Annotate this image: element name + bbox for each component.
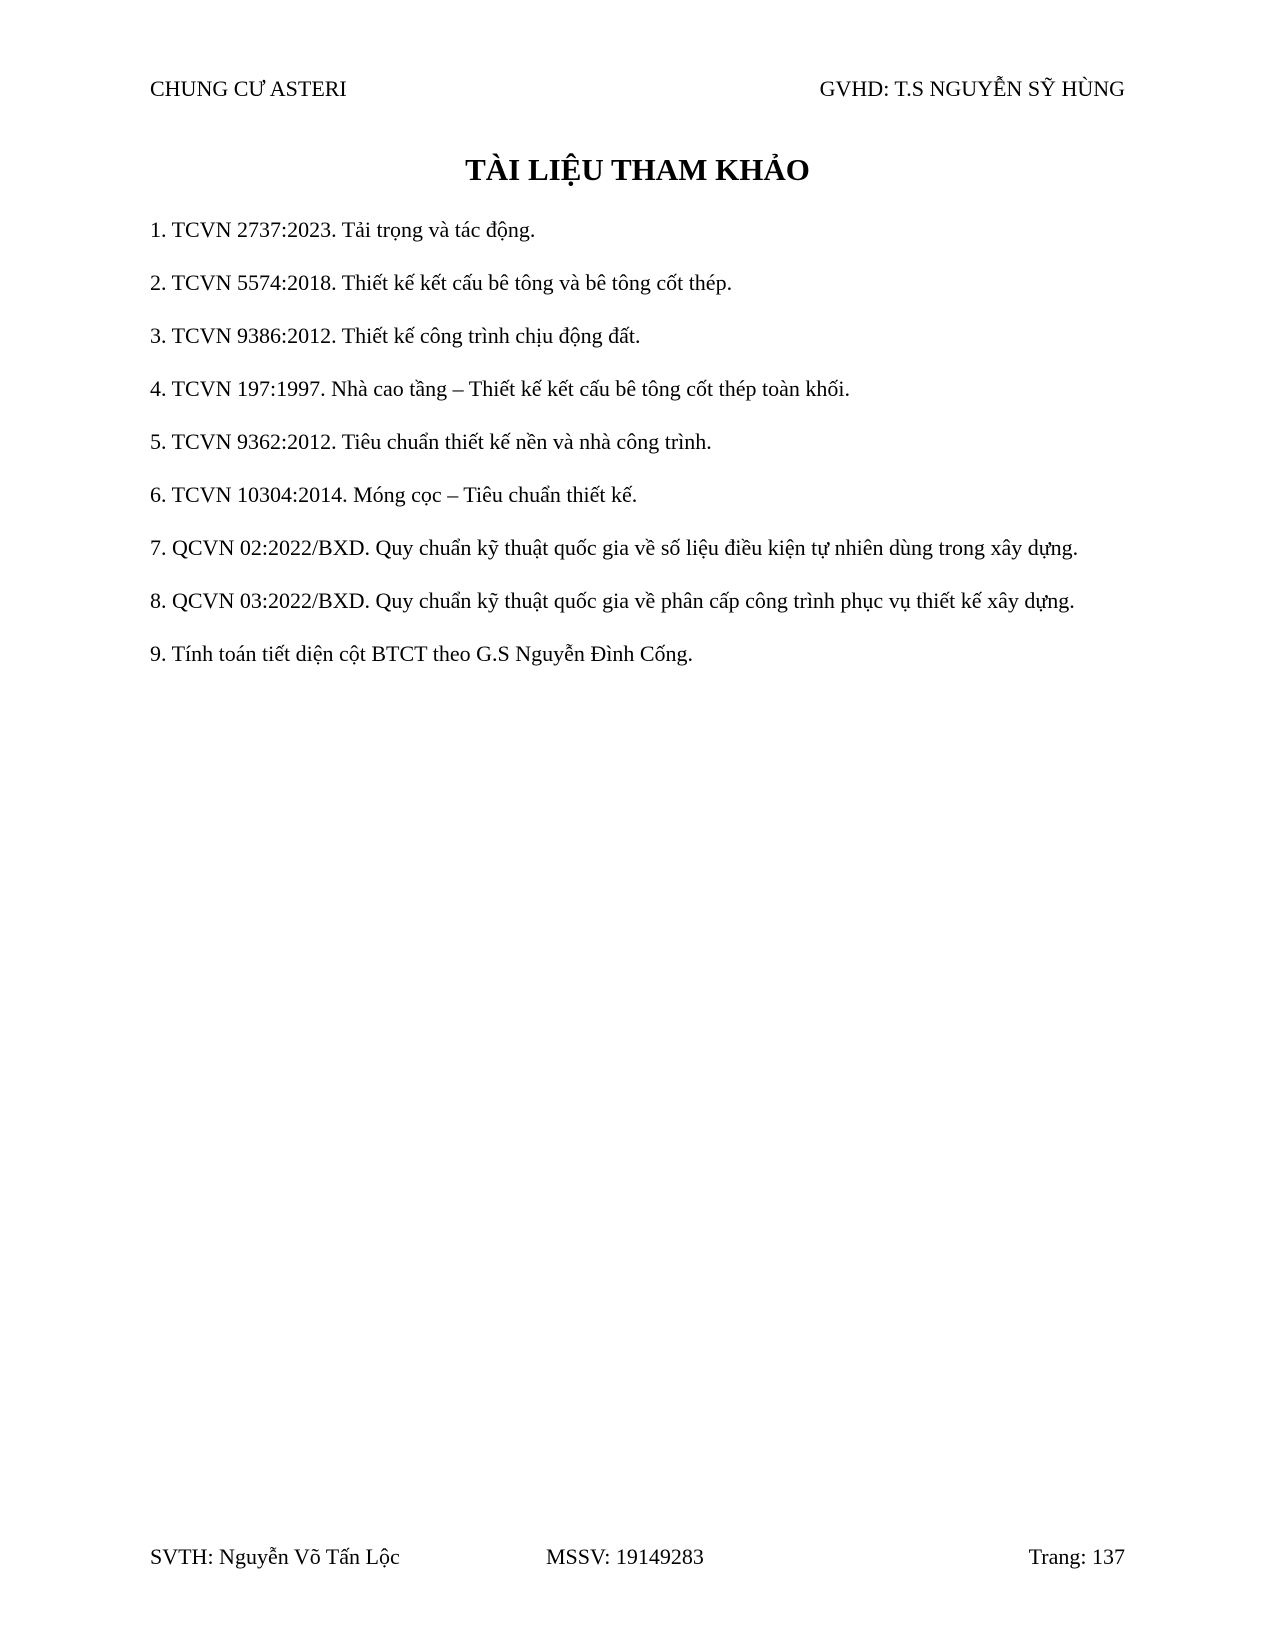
reference-item-6: 6. TCVN 10304:2014. Móng cọc – Tiêu chuẩn thiết kế. xyxy=(150,482,638,507)
header-advisor: GVHD: T.S NGUYỄN SỸ HÙNG xyxy=(819,76,1125,101)
reference-item-1: 1. TCVN 2737:2023. Tải trọng và tác động. xyxy=(150,217,536,242)
header-project-name: CHUNG CƯ ASTERI xyxy=(150,76,347,101)
reference-item-7: 7. QCVN 02:2022/BXD. Quy chuẩn kỹ thuật quốc gia về số liệu điều kiện tự nhiên dùng trong xây dựng. xyxy=(150,535,1079,560)
reference-item-2: 2. TCVN 5574:2018. Thiết kế kết cấu bê tông và bê tông cốt thép. xyxy=(150,270,733,295)
reference-list xyxy=(150,213,1125,690)
reference-item-4: 4. TCVN 197:1997. Nhà cao tầng – Thiết kế kết cấu bê tông cốt thép toàn khối. xyxy=(150,376,850,401)
reference-item-9: 9. Tính toán tiết diện cột BTCT theo G.S Nguyễn Đình Cống. xyxy=(150,641,694,666)
reference-item-3: 3. TCVN 9386:2012. Thiết kế công trình chịu động đất. xyxy=(150,323,641,348)
reference-item-8: 8. QCVN 03:2022/BXD. Quy chuẩn kỹ thuật quốc gia về phân cấp công trình phục vụ thiết kế xây dựng. xyxy=(150,588,1075,613)
footer-student-name: SVTH: Nguyễn Võ Tấn Lộc xyxy=(150,1544,400,1569)
footer-student-id: MSSV: 19149283 xyxy=(546,1544,704,1569)
page-title: TÀI LIỆU THAM KHẢO xyxy=(465,152,810,187)
footer-page-number: Trang: 137 xyxy=(1028,1544,1125,1569)
reference-item-5: 5. TCVN 9362:2012. Tiêu chuẩn thiết kế nền và nhà công trình. xyxy=(150,429,712,454)
